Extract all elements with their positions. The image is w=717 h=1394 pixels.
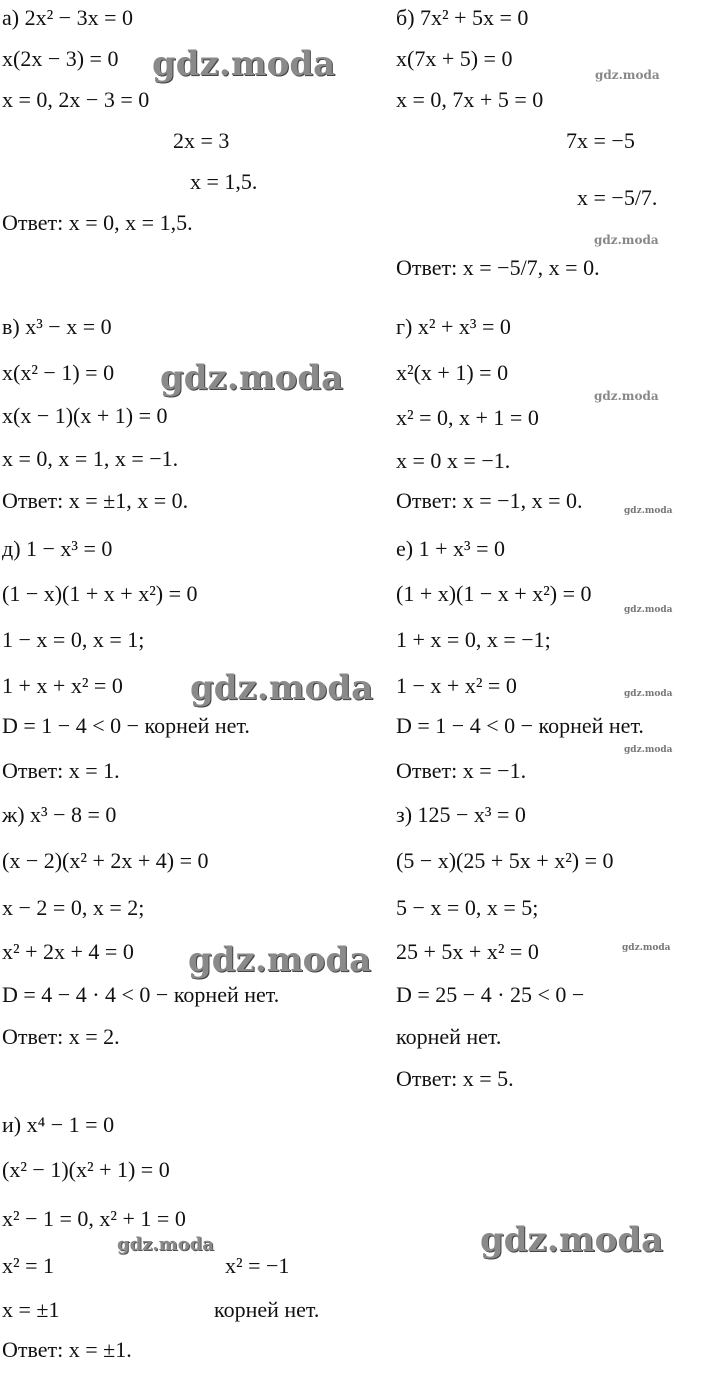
watermark-logo: gdz.moda [624,605,673,615]
watermark-logo: gdz.moda [624,689,673,699]
eq-z-answer: Ответ: x = 5. [396,1066,514,1091]
eq-v-title: в) x³ − x = 0 [2,314,112,339]
eq-e-discriminant: D = 1 − 4 < 0 − корней нет. [396,713,644,738]
eq-i-step: x² = 1 [2,1253,55,1278]
eq-zh-title: ж) x³ − 8 = 0 [2,802,117,827]
eq-b-step: x = 0, 7x + 5 = 0 [396,87,544,112]
eq-z-step: (5 − x)(25 + 5x + x²) = 0 [396,848,614,873]
eq-zh-step: x² + 2x + 4 = 0 [2,939,134,964]
eq-zh-step: x − 2 = 0, x = 2; [2,895,145,920]
watermark-logo: gdz.moda [480,1220,664,1260]
eq-v-step: x(x² − 1) = 0 [2,360,115,385]
eq-v-answer: Ответ: x = ±1, x = 0. [2,488,189,513]
eq-e-step: 1 + x = 0, x = −1; [396,627,551,652]
watermark-logo: gdz.moda [624,506,673,516]
watermark-logo: gdz.moda [594,389,659,403]
eq-b-step: 7x = −5 [566,128,635,153]
eq-i-step: x = ±1 [2,1297,60,1322]
eq-z-step: корней нет. [396,1024,502,1049]
watermark-logo: gdz.moda [595,68,660,82]
eq-d-step: 1 − x = 0, x = 1; [2,627,145,652]
eq-z-discriminant: D = 25 − 4 · 25 < 0 − [396,982,585,1007]
eq-z-title: з) 125 − x³ = 0 [396,802,526,827]
eq-a-step: x(2x − 3) = 0 [2,46,119,71]
eq-g-step: x = 0 x = −1. [396,448,511,473]
eq-d-title: д) 1 − x³ = 0 [2,536,113,561]
eq-v-step: x(x − 1)(x + 1) = 0 [2,403,168,428]
watermark-logo: gdz.moda [152,44,336,84]
eq-e-step: (1 + x)(1 − x + x²) = 0 [396,581,592,606]
eq-zh-discriminant: D = 4 − 4 · 4 < 0 − корней нет. [2,982,280,1007]
eq-g-step: x² = 0, x + 1 = 0 [396,405,539,430]
eq-i-title: и) x⁴ − 1 = 0 [2,1112,115,1137]
eq-a-step: x = 0, 2x − 3 = 0 [2,87,150,112]
eq-z-step: 25 + 5x + x² = 0 [396,939,539,964]
watermark-logo: gdz.moda [160,358,344,398]
eq-i-answer: Ответ: x = ±1. [2,1337,132,1362]
eq-a-step: x = 1,5. [190,169,258,194]
eq-i-step: корней нет. [214,1297,320,1322]
eq-g-answer: Ответ: x = −1, x = 0. [396,488,583,513]
eq-b-answer: Ответ: x = −5/7, x = 0. [396,255,600,280]
eq-e-answer: Ответ: x = −1. [396,758,527,783]
eq-i-step: (x² − 1)(x² + 1) = 0 [2,1157,170,1182]
eq-i-step: x² = −1 [225,1253,290,1278]
eq-b-title: б) 7x² + 5x = 0 [396,5,529,30]
eq-i-step: x² − 1 = 0, x² + 1 = 0 [2,1206,186,1231]
eq-g-step: x²(x + 1) = 0 [396,360,509,385]
eq-z-step: 5 − x = 0, x = 5; [396,895,539,920]
watermark-logo: gdz.moda [188,940,372,980]
eq-zh-step: (x − 2)(x² + 2x + 4) = 0 [2,848,209,873]
eq-a-step: 2x = 3 [173,128,230,153]
eq-zh-answer: Ответ: x = 2. [2,1024,120,1049]
watermark-logo: gdz.moda [624,745,673,755]
eq-a-answer: Ответ: x = 0, x = 1,5. [2,210,193,235]
eq-e-title: е) 1 + x³ = 0 [396,536,506,561]
watermark-logo: gdz.moda [190,668,374,708]
eq-d-discriminant: D = 1 − 4 < 0 − корней нет. [2,713,250,738]
eq-d-step: 1 + x + x² = 0 [2,673,123,698]
eq-d-answer: Ответ: x = 1. [2,758,120,783]
eq-g-title: г) x² + x³ = 0 [396,314,511,339]
eq-d-step: (1 − x)(1 + x + x²) = 0 [2,581,198,606]
watermark-logo: gdz.moda [117,1234,214,1255]
eq-b-step: x = −5/7. [577,185,658,210]
eq-e-step: 1 − x + x² = 0 [396,673,517,698]
eq-v-step: x = 0, x = 1, x = −1. [2,446,179,471]
watermark-logo: gdz.moda [622,943,671,953]
eq-a-title: а) 2x² − 3x = 0 [2,5,134,30]
watermark-logo: gdz.moda [594,233,659,247]
eq-b-step: x(7x + 5) = 0 [396,46,513,71]
